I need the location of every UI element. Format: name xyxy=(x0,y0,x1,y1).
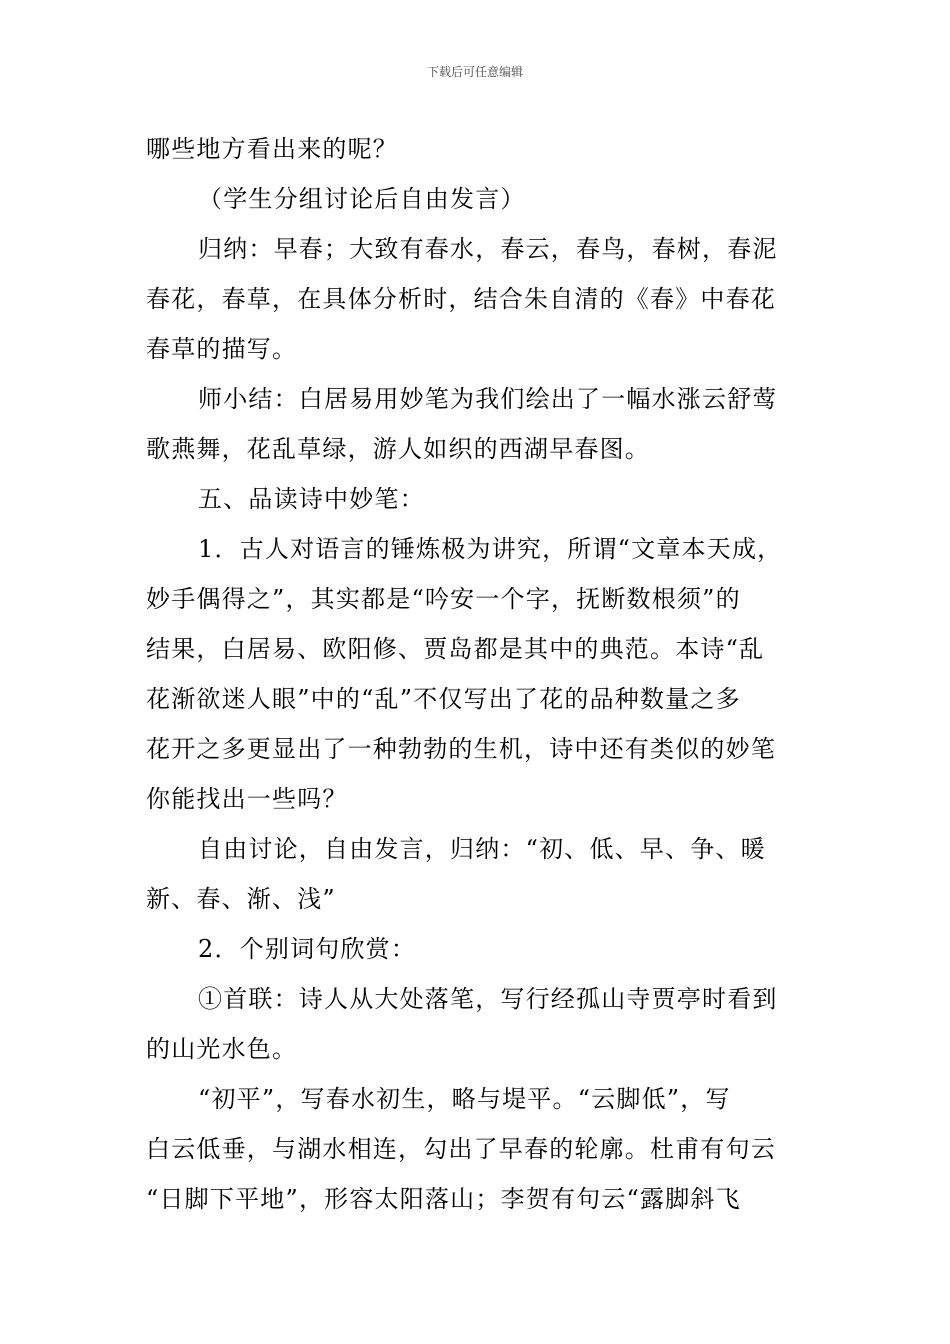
body-line: 的山光水色。 xyxy=(146,1035,298,1063)
document-body xyxy=(146,124,814,1224)
body-line: 2．个别词句欣赏： xyxy=(198,935,417,963)
body-line: 春花，春草，在具体分析时，结合朱自清的《春》中春花 xyxy=(146,285,776,313)
body-line: 自由讨论，自由发言，归纳：“初、低、早、争、暖 xyxy=(198,835,766,863)
body-line: 春草的描写。 xyxy=(146,335,298,363)
page-header: 下载后可任意编辑 xyxy=(426,65,523,79)
body-line: 你能找出一些吗？ xyxy=(146,785,348,813)
body-line: 结果，白居易、欧阳修、贾岛都是其中的典范。本诗“乱 xyxy=(146,635,765,663)
body-line: 花渐欲迷人眼”中的“乱”不仅写出了花的品种数量之多 xyxy=(146,685,741,713)
body-line: 师小结：白居易用妙笔为我们绘出了一幅水涨云舒莺 xyxy=(198,385,778,413)
body-line: 白云低垂，与湖水相连，勾出了早春的轮廓。杜甫有句云 xyxy=(146,1135,776,1163)
body-line: 哪些地方看出来的呢？ xyxy=(146,135,398,163)
section-heading: 五、品读诗中妙笔： xyxy=(198,485,425,513)
body-line: “日脚下平地”，形容太阳落山；李贺有句云“露脚斜飞 xyxy=(146,1185,741,1213)
body-line: “初平”，写春水初生，略与堤平。“云脚低”，写 xyxy=(198,1085,731,1113)
body-line: ①首联：诗人从大处落笔，写行经孤山寺贾亭时看到 xyxy=(198,985,778,1013)
body-line: 花开之多更显出了一种勃勃的生机，诗中还有类似的妙笔 xyxy=(146,735,776,763)
body-line: 歌燕舞，花乱草绿，游人如织的西湖早春图。 xyxy=(146,435,650,463)
body-line: （学生分组讨论后自由发言） xyxy=(198,185,526,213)
body-line: 新、春、渐、浅” xyxy=(146,885,336,913)
body-line: 归纳：早春；大致有春水，春云，春鸟，春树，春泥 xyxy=(198,235,778,263)
body-line: 1．古人对语言的锤炼极为讲究，所谓“文章本天成， xyxy=(198,535,783,563)
body-line: 妙手偶得之”，其实都是“吟安一个字，抚断数根须”的 xyxy=(146,585,741,613)
